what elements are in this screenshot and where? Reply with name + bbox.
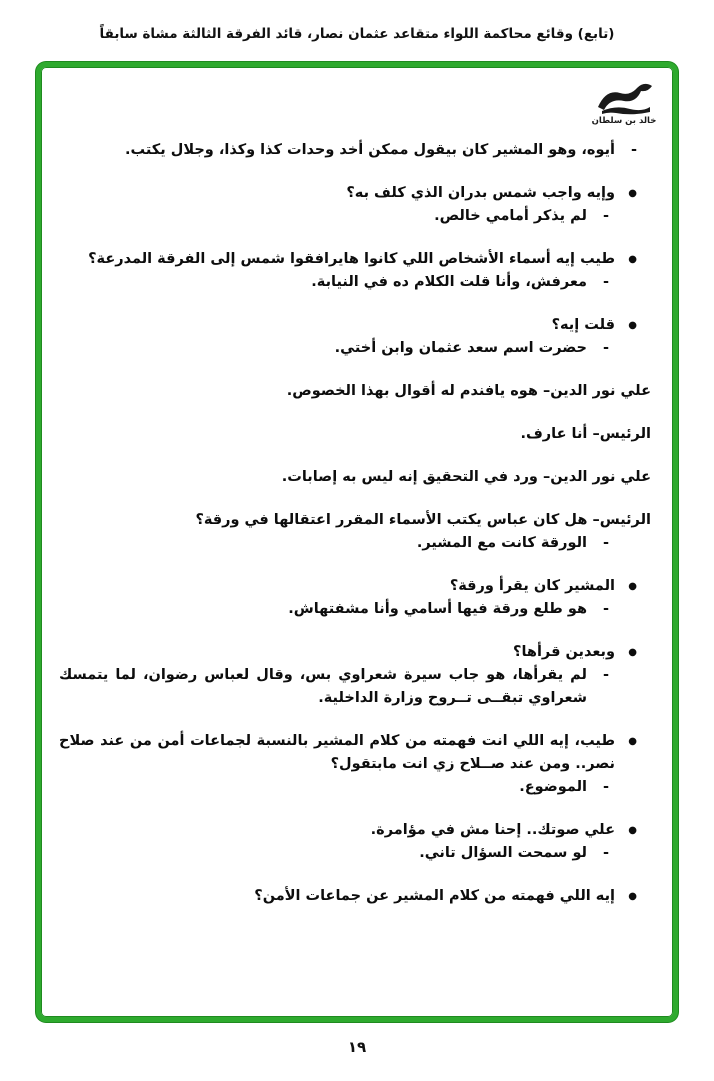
publisher-seal-stamp <box>589 81 659 137</box>
line-text: علي صوتك.. إحنا مش في مؤامرة. <box>370 822 615 838</box>
dialogue-line <box>59 509 651 532</box>
dialogue-line <box>59 819 637 842</box>
line-marker-icon: ● <box>628 254 637 265</box>
line-marker-icon: ● <box>628 825 637 836</box>
line-marker-icon: - <box>630 142 637 158</box>
line-marker-icon: - <box>602 667 609 683</box>
dialogue-line <box>59 139 637 162</box>
line-text: علي نور الدين– ورد في التحقيق إنه ليس به إصابات. <box>281 469 651 485</box>
line-marker-icon: ● <box>628 188 637 199</box>
line-marker-icon: - <box>602 535 609 551</box>
dialogue-line <box>59 641 637 664</box>
dialogue-line <box>59 664 609 710</box>
dialogue-content <box>59 139 651 1003</box>
line-text: لو سمحت السؤال تاني. <box>419 845 587 861</box>
dialogue-line <box>59 466 651 489</box>
line-marker-icon: - <box>602 845 609 861</box>
dialogue-line <box>59 380 651 403</box>
dialogue-line <box>59 205 609 228</box>
dialogue-line <box>59 842 609 865</box>
line-marker-icon: - <box>602 340 609 356</box>
line-marker-icon: ● <box>628 891 637 902</box>
line-text: حضرت اسم سعد عثمان وابن أختي. <box>334 340 587 356</box>
dialogue-line <box>59 532 609 555</box>
dialogue-line <box>59 182 637 205</box>
line-marker-icon: - <box>602 601 609 617</box>
line-marker-icon: ● <box>628 736 637 747</box>
dialogue-line <box>59 885 637 908</box>
dialogue-line <box>59 248 637 271</box>
line-text: لم يذكر أمامي خالص. <box>434 208 587 224</box>
line-marker-icon: ● <box>628 581 637 592</box>
line-text: الموضوع. <box>519 779 587 795</box>
line-text: علي نور الدين– هوه يافندم له أقوال بهذا الخصوص. <box>286 383 651 399</box>
line-text: الرئيس– هل كان عباس يكتب الأسماء المقرر اعتقالها في ورقة؟ <box>195 512 651 528</box>
dialogue-line <box>59 598 609 621</box>
page-number: ١٩ <box>347 1038 367 1056</box>
calligraphy-seal-icon <box>592 81 656 117</box>
line-marker-icon: - <box>602 208 609 224</box>
line-marker-icon: - <box>602 779 609 795</box>
line-marker-icon: - <box>602 274 609 290</box>
line-marker-icon: ● <box>628 320 637 331</box>
green-border-frame <box>36 62 678 1022</box>
dialogue-line <box>59 314 637 337</box>
line-text: إيه اللي فهمته من كلام المشير عن جماعات الأمن؟ <box>254 888 615 904</box>
line-text: المشير كان يقرأ ورقة؟ <box>449 578 615 594</box>
line-text: لم يقرأها، هو جاب سيرة شعراوي بس، وقال لعباس رضوان، لما يتمسك شعراوي تبقــى تــروح وزارة الداخلية. <box>59 667 587 706</box>
dialogue-line <box>59 776 609 799</box>
line-marker-icon: ● <box>628 647 637 658</box>
line-text: طيب إيه أسماء الأشخاص اللي كانوا هايرافقوا شمس إلى الفرقة المدرعة؟ <box>88 251 615 267</box>
line-text: قلت إيه؟ <box>551 317 615 333</box>
line-text: هو طلع ورقة فيها أسامي وأنا مشفتهاش. <box>288 601 587 617</box>
line-text: معرفش، وأنا قلت الكلام ده في النيابة. <box>311 274 587 290</box>
dialogue-line <box>59 271 609 294</box>
dialogue-line <box>59 423 651 446</box>
line-text: وبعدين قرأها؟ <box>513 644 615 660</box>
dialogue-line <box>59 730 637 776</box>
line-text: أيوه، وهو المشير كان بيقول ممكن أخد وحدات كذا وكذا، وجلال يكتب. <box>125 142 615 158</box>
line-text: وإيه واجب شمس بدران الذي كلف به؟ <box>346 185 615 201</box>
page-header-title: (تابع) وقائع محاكمة اللواء متقاعد عثمان نصار، قائد الفرقة الثالثة مشاة سابقاً <box>99 26 615 42</box>
dialogue-line <box>59 575 637 598</box>
dialogue-line <box>59 337 609 360</box>
line-text: الورقة كانت مع المشير. <box>416 535 587 551</box>
line-text: طيب، إيه اللي انت فهمته من كلام المشير بالنسبة لجماعات أمن من عند صلاح نصر.. ومن عند صــلاح زي انت مابتقول؟ <box>59 733 615 772</box>
line-text: الرئيس– أنا عارف. <box>520 426 651 442</box>
stamp-text: خالد بن سلطان <box>591 116 657 126</box>
